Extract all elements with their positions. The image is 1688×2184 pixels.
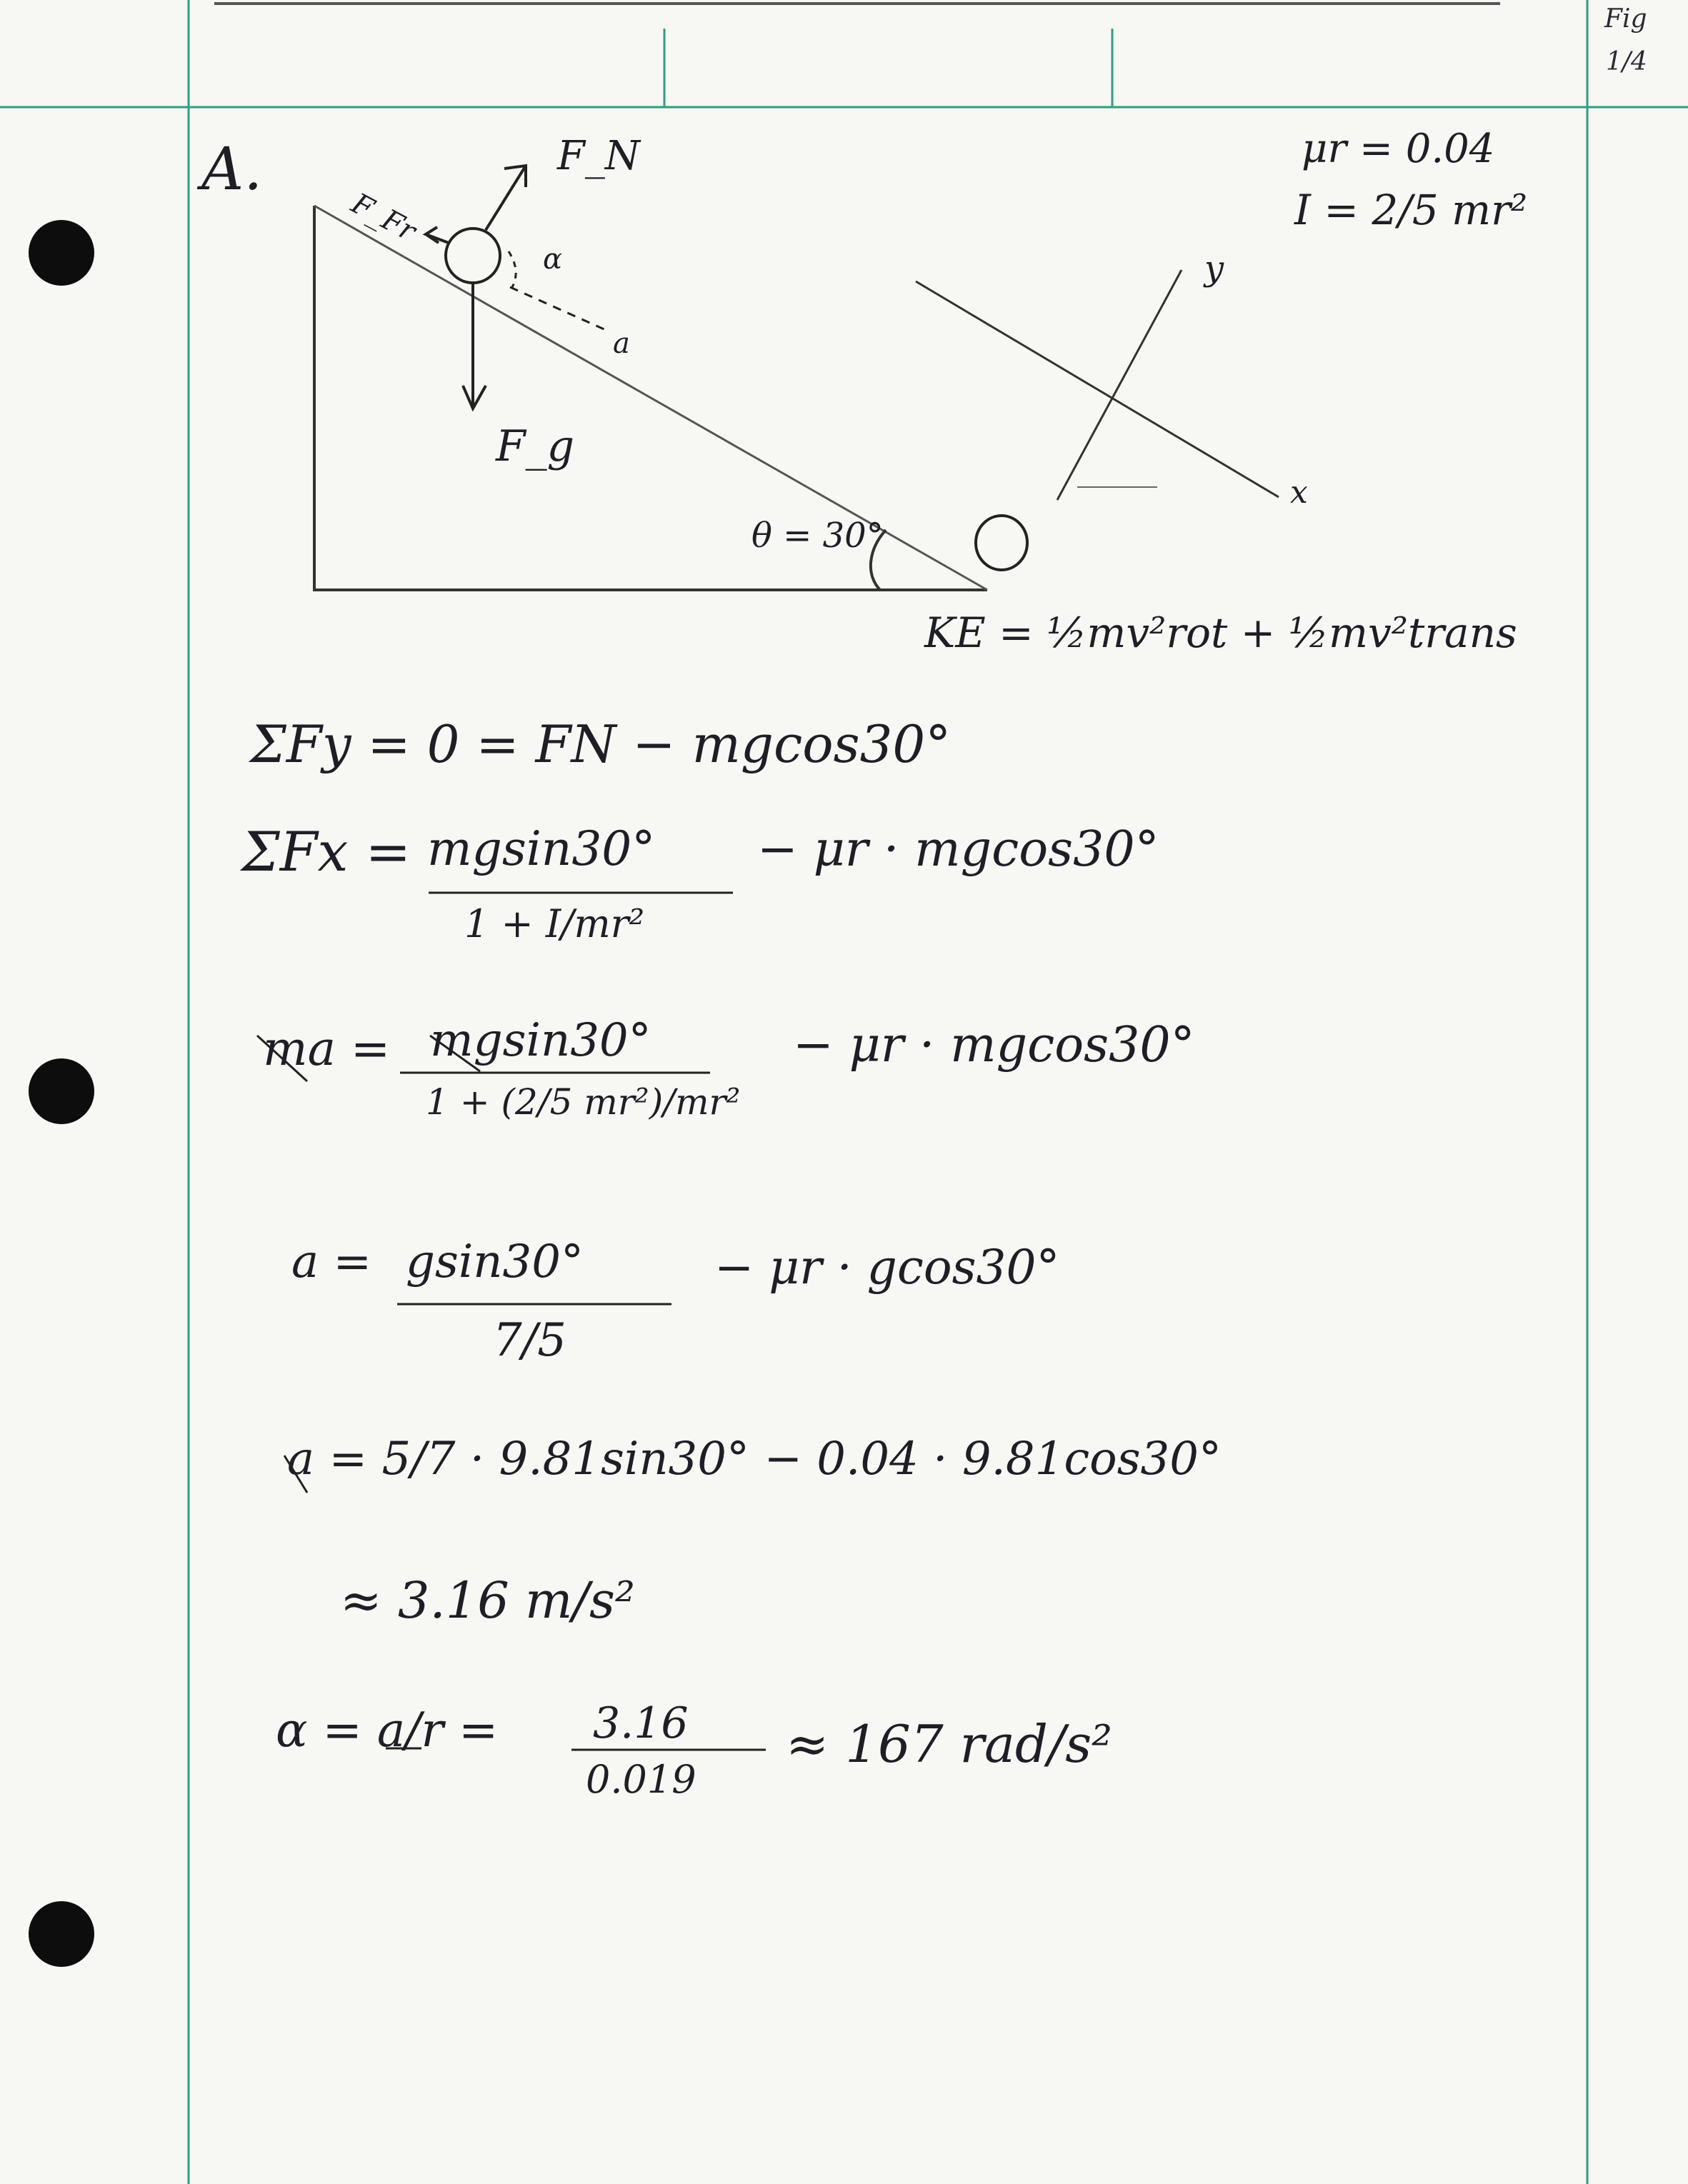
gravity-force-label: F_g: [496, 421, 575, 471]
a-numeric-equation: a = 5/7 · 9.81sin30° − 0.04 · 9.81cos30°: [287, 1433, 1222, 1486]
a-label: a =: [291, 1236, 372, 1288]
ma-numerator: mgsin30°: [430, 1014, 651, 1067]
sum-fx-tail: − μr · mgcos30°: [757, 821, 1159, 878]
friction-coefficient: μr = 0.04: [1302, 126, 1495, 172]
sum-fx-denominator: 1 + I/mr²: [464, 901, 645, 946]
ma-label: ma =: [263, 1021, 391, 1076]
page-number-label: 1/4: [1606, 47, 1647, 76]
kinetic-energy-equation: KE = ½mv²rot + ½mv²trans: [924, 608, 1517, 657]
ma-denominator: 1 + (2/5 mr²)/mr²: [426, 1081, 741, 1123]
x-axis-label: x: [1290, 474, 1308, 511]
a-result: ≈ 3.16 m/s²: [340, 1571, 635, 1630]
ma-tail: − μr · mgcos30°: [793, 1017, 1195, 1073]
problem-label: A.: [201, 136, 263, 204]
acceleration-label: a: [613, 327, 630, 360]
normal-force-label: F_N: [557, 133, 640, 179]
alpha-denominator: 0.019: [586, 1757, 696, 1802]
alpha-label: α: [543, 243, 563, 276]
friction-force-label: F_Fr: [346, 187, 421, 249]
a-tail: − μr · gcos30°: [714, 1240, 1060, 1295]
page-fig-label: Fig: [1604, 4, 1647, 34]
angle-label: θ = 30°: [751, 516, 884, 556]
alpha-result: ≈ 167 rad/s²: [786, 1714, 1113, 1774]
y-axis-label: y: [1204, 249, 1224, 289]
a-denominator: 7/5: [493, 1314, 566, 1367]
moment-of-inertia: I = 2/5 mr²: [1294, 186, 1528, 234]
a-numerator: gsin30°: [406, 1236, 584, 1288]
alpha-label-equation: α = a/r =: [276, 1703, 499, 1758]
sum-fx-label: ΣFx =: [241, 820, 411, 883]
sum-fy-equation: ΣFy = 0 = FN − mgcos30°: [250, 714, 952, 774]
alpha-numerator: 3.16: [593, 1698, 689, 1748]
sum-fx-numerator: mgsin30°: [427, 821, 656, 876]
